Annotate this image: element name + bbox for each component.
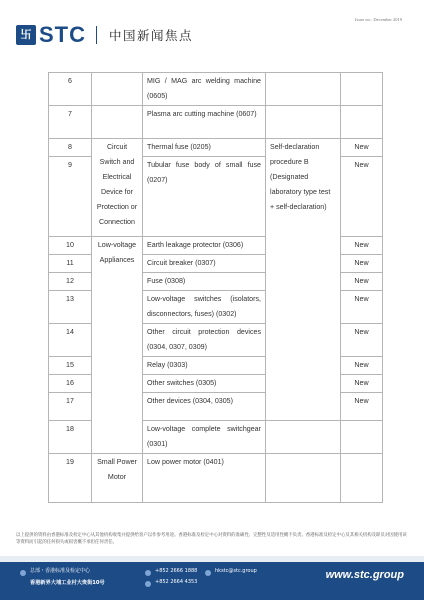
product-description: Circuit breaker (0307) [143, 255, 266, 273]
new-flag [341, 421, 383, 454]
new-flag: New [341, 237, 383, 255]
category-low-voltage: Low-voltage Appliances [92, 237, 143, 454]
new-flag: New [341, 291, 383, 324]
row-number: 9 [49, 157, 92, 237]
new-flag: New [341, 139, 383, 157]
location-icon [20, 570, 26, 576]
product-description: Plasma arc cutting machine (0607) [143, 106, 266, 139]
product-description: Earth leakage protector (0306) [143, 237, 266, 255]
table-row [49, 454, 383, 503]
category-cell [92, 106, 143, 139]
product-description: Other switches (0305) [143, 375, 266, 393]
disclaimer-text: 以上提供的资料由香港标准及检定中心从其他机构收集并提供给客户以作参考用途。香港标准及检定中心对资料的准确性、完整性及适用性概不负责。香港标准及检定中心及其相关机构及职员对因使用该等资料而引起的任何损失或损害概不承担任何责任。 [16, 533, 407, 545]
category-cell [92, 73, 143, 106]
new-flag [341, 106, 383, 139]
new-flag: New [341, 324, 383, 357]
footer-address: 香港新界大埔工业村大贵街10号 [30, 580, 105, 586]
row-number: 19 [49, 454, 92, 503]
cert-mode-cell [266, 73, 341, 106]
table-row [49, 106, 383, 139]
new-flag: New [341, 273, 383, 291]
footer-phone[interactable]: +852 2666 1888 [155, 568, 198, 574]
row-number: 11 [49, 255, 92, 273]
phone-icon [145, 570, 151, 576]
footer-band [0, 556, 424, 562]
row-number: 8 [49, 139, 92, 157]
row-number: 18 [49, 421, 92, 454]
issue-number: Issue no.: December 2019 [355, 17, 402, 22]
cert-mode-cell [266, 454, 341, 503]
product-table [48, 72, 383, 503]
new-flag: New [341, 255, 383, 273]
row-number: 17 [49, 393, 92, 421]
website-link[interactable]: www.stc.group [325, 569, 404, 581]
cert-mode-cell [266, 106, 341, 139]
row-number: 16 [49, 375, 92, 393]
new-flag: New [341, 393, 383, 421]
footer [0, 556, 424, 600]
email-icon [205, 570, 211, 576]
new-flag [341, 73, 383, 106]
product-description: Relay (0303) [143, 357, 266, 375]
product-description: Low power motor (0401) [143, 454, 266, 503]
row-number: 7 [49, 106, 92, 139]
table-row [49, 73, 383, 106]
category-small-power-motor: Small Power Motor [92, 454, 143, 503]
product-description: Low-voltage switches (isolators, disconnectors, fuses) (0302) [143, 291, 266, 324]
row-number: 10 [49, 237, 92, 255]
header-divider [96, 26, 97, 44]
row-number: 15 [49, 357, 92, 375]
certification-mode: Self-declaration procedure B (Designated laboratory type test + self-declaration) [266, 139, 341, 421]
row-number: 13 [49, 291, 92, 324]
product-description: Fuse (0308) [143, 273, 266, 291]
footer-org: 总部・香港标准及检定中心 [30, 568, 91, 574]
category-circuit-switch: Circuit Switch and Electrical Device for Protection or Connection [92, 139, 143, 237]
footer-email[interactable]: hkstc@stc.group [215, 568, 257, 574]
header [16, 21, 193, 49]
product-description: Thermal fuse (0205) [143, 139, 266, 157]
product-description: Other devices (0304, 0305) [143, 393, 266, 421]
header-title: 中国新闻焦点 [109, 28, 194, 43]
row-number: 6 [49, 73, 92, 106]
product-description: Low-voltage complete switchgear (0301) [143, 421, 266, 454]
product-description: MIG / MAG arc welding machine (0605) [143, 73, 266, 106]
cert-mode-cell [266, 421, 341, 454]
product-description: Tubular fuse body of small fuse (0207) [143, 157, 266, 237]
product-description: Other circuit protection devices (0304, 0307, 0309) [143, 324, 266, 357]
row-number: 12 [49, 273, 92, 291]
new-flag: New [341, 157, 383, 237]
new-flag: New [341, 375, 383, 393]
new-flag [341, 454, 383, 503]
logo-text: STC [39, 22, 86, 47]
new-flag: New [341, 357, 383, 375]
stc-logo-icon: 卐 [16, 25, 36, 45]
footer-fax[interactable]: +852 2664 4353 [155, 579, 198, 585]
fax-icon [145, 581, 151, 587]
table-row [49, 139, 383, 157]
row-number: 14 [49, 324, 92, 357]
